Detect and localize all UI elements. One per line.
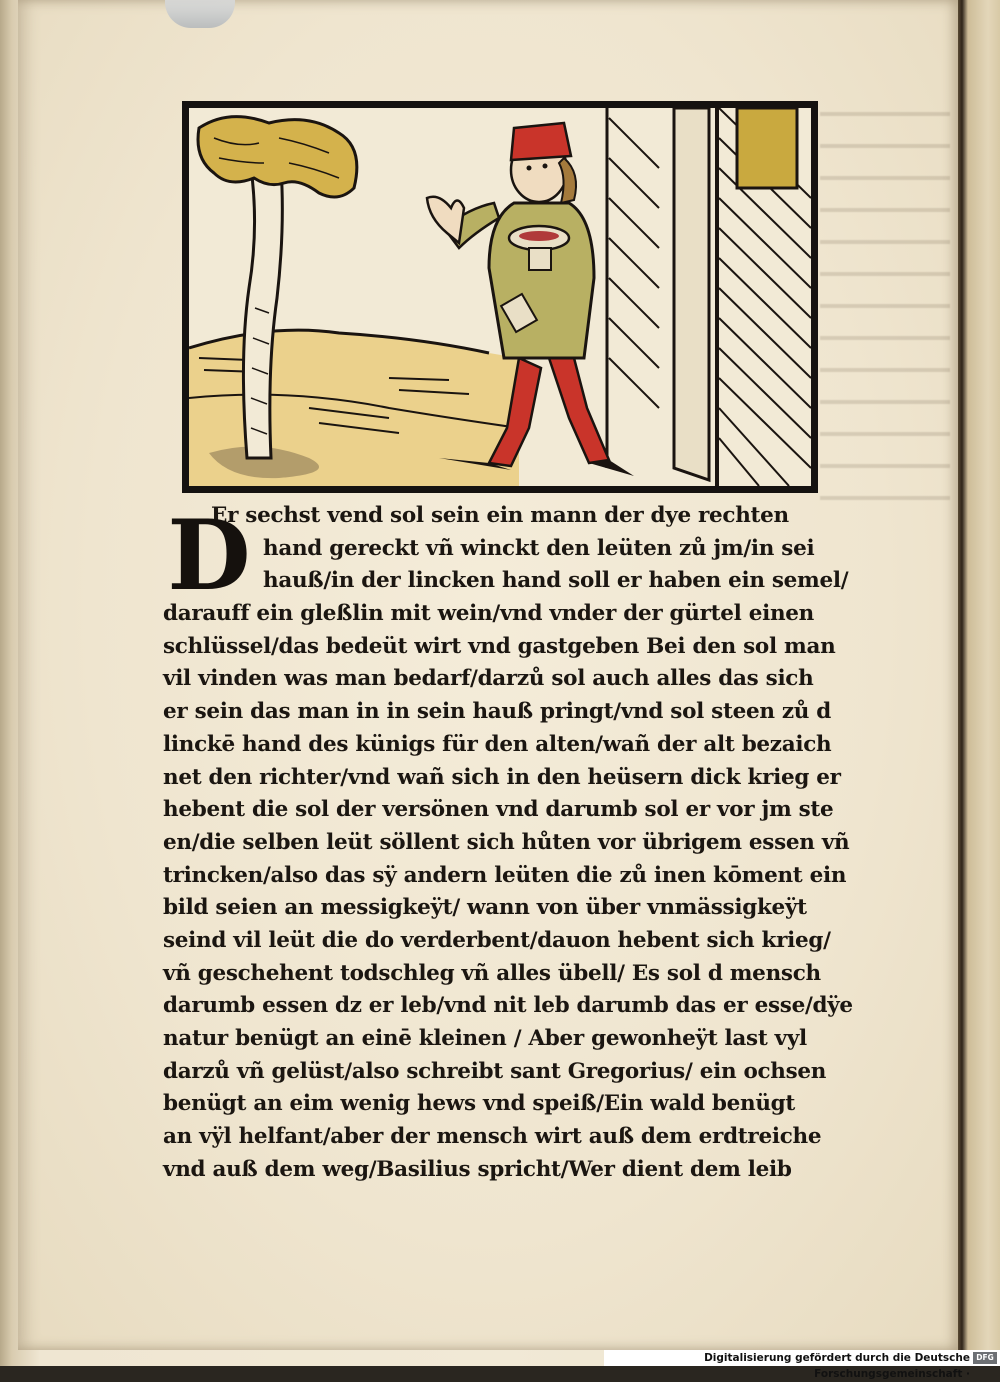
- text-line: vnd auß dem weg/Basilius spricht/Wer dient dem leib: [163, 1156, 792, 1182]
- text-line: linckē hand des künigs für den alten/wañ der alt bezaich: [163, 731, 832, 757]
- text-line: darauff ein gleßlin mit wein/vnd vnder der gürtel einen: [163, 601, 814, 627]
- text-line: vñ geschehent todschleg vñ alles übell/ Es sol d mensch: [163, 960, 821, 986]
- text-line: er sein das man in in sein hauß pringt/vnd sol steen zů d: [163, 699, 832, 725]
- text-line: en/die selben leüt söllent sich hůten vor übrigem essen vñ: [163, 829, 850, 855]
- text-line: darumb essen dz er leb/vnd nit leb darumb das er esse/dÿe: [163, 993, 853, 1019]
- decorated-initial: D: [167, 499, 251, 612]
- text-line: net den richter/vnd wañ sich in den heüsern dick krieg er: [163, 764, 841, 790]
- text-line: hebent die sol der versönen vnd darumb sol er vor jm ste: [163, 797, 834, 823]
- woodcut-drawing: [189, 108, 811, 486]
- text-line: seind vil leüt die do verderbent/dauon hebent sich krieg/: [163, 927, 831, 953]
- woodcut-illustration: [182, 101, 818, 493]
- digitization-credit: [604, 1350, 1000, 1380]
- text-line: bild seien an messigkeÿt/ wann von über vnmässigkeÿt: [163, 895, 807, 921]
- show-through-text: [820, 90, 950, 510]
- text-line: benügt an eim wenig hews vnd speiß/Ein wald benügt: [163, 1091, 796, 1117]
- text-line: trincken/also das sÿ andern leüten die zů inen kōment ein: [163, 862, 847, 888]
- credit-text: Digitalisierung gefördert durch die Deutsche Forschungsgemeinschaft ·: [704, 1352, 970, 1380]
- text-line: hand gereckt vñ winckt den leüten zů jm/in sei: [263, 535, 815, 561]
- text-line: vil vinden was man bedarf/darzů sol auch alles das sich: [163, 666, 814, 692]
- text-line: darzů vñ gelüst/also schreibt sant Gregorius/ ein ochsen: [163, 1058, 827, 1084]
- text-line: natur benügt an einē kleinen / Aber gewonheÿt last vyl: [163, 1026, 807, 1051]
- text-line: Er sechst vend sol sein ein mann der dye rechten: [211, 503, 789, 528]
- text-line: schlüssel/das bedeüt wirt vnd gastgeben Bei den sol man: [163, 633, 836, 659]
- text-block: [163, 500, 863, 1186]
- text-line: an vÿl helfant/aber der mensch wirt auß dem erdtreiche: [163, 1124, 822, 1150]
- dfg-logo: DFG: [973, 1352, 997, 1364]
- next-page-edge: [958, 0, 1000, 1352]
- text-line: hauß/in der lincken hand soll er haben ein semel/: [263, 568, 849, 594]
